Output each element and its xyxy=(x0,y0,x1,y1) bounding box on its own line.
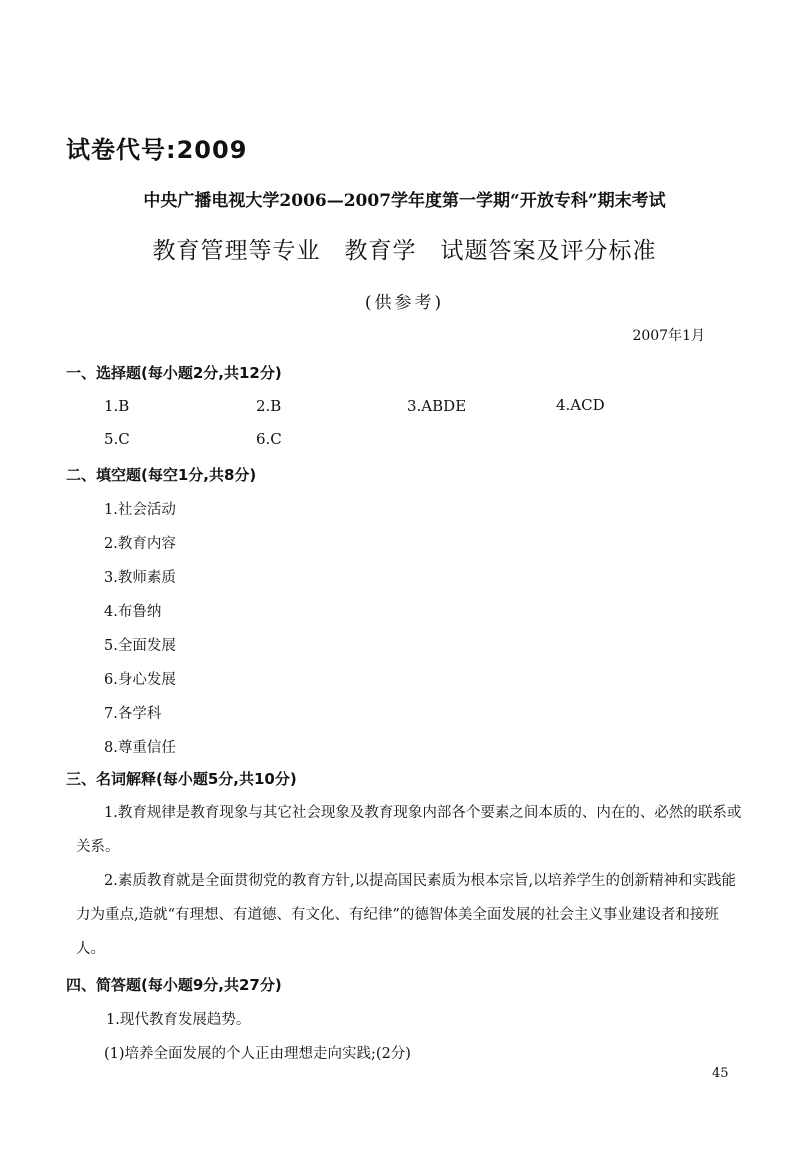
section-short-heading: 四、简答题(每小题9分,共27分) xyxy=(66,976,282,994)
paper-code: 试卷代号:2009 xyxy=(66,136,248,164)
choice-answer-1: 1.B xyxy=(104,397,130,415)
subject-title: 教育管理等专业 教育学 试题答案及评分标准 xyxy=(152,238,657,264)
section-fill-heading: 二、填空题(每空1分,共8分) xyxy=(66,466,257,484)
section-choice-heading: 一、选择题(每小题2分,共12分) xyxy=(66,364,282,382)
exam-title: 中央广播电视大学2006—2007学年度第一学期“开放专科”期末考试 xyxy=(143,191,666,211)
reference-note: (供参考) xyxy=(364,293,445,313)
term-answer-1: 1.教育规律是教育现象与其它社会现象及教育现象内部各个要素之间本质的、内在的、必然的联系或关系。 xyxy=(76,805,742,855)
page-number: 45 xyxy=(712,1066,729,1081)
choice-answer-2: 2.B xyxy=(256,397,282,415)
choice-answer-6: 6.C xyxy=(256,430,282,448)
fill-answer-4: 4.布鲁纳 xyxy=(104,604,162,620)
fill-answer-1: 1.社会活动 xyxy=(104,502,176,518)
exam-date: 2007年1月 xyxy=(632,328,705,344)
term-answer-2: 2.素质教育就是全面贯彻党的教育方针,以提高国民素质为根本宗旨,以培养学生的创新精神和实践能力为重点,造就“有理想、有道德、有文化、有纪律”的德智体美全面发展的社会主义事业建设者和接班人。 xyxy=(76,873,737,957)
short-question-1: 1.现代教育发展趋势。 xyxy=(106,1012,251,1028)
short-point-1: (1)培养全面发展的个人正由理想走向实践;(2分) xyxy=(104,1046,411,1062)
fill-answer-6: 6.身心发展 xyxy=(104,672,176,688)
choice-answer-5: 5.C xyxy=(104,430,130,448)
fill-answer-5: 5.全面发展 xyxy=(104,638,176,654)
fill-answer-7: 7.各学科 xyxy=(104,706,162,722)
choice-answer-4: 4.ACD xyxy=(556,396,605,414)
choice-answer-3: 3.ABDE xyxy=(407,397,467,415)
fill-answer-2: 2.教育内容 xyxy=(104,536,176,552)
fill-answer-8: 8.尊重信任 xyxy=(104,740,176,756)
fill-answer-3: 3.教师素质 xyxy=(104,570,176,586)
section-terms-heading: 三、名词解释(每小题5分,共10分) xyxy=(66,770,297,788)
